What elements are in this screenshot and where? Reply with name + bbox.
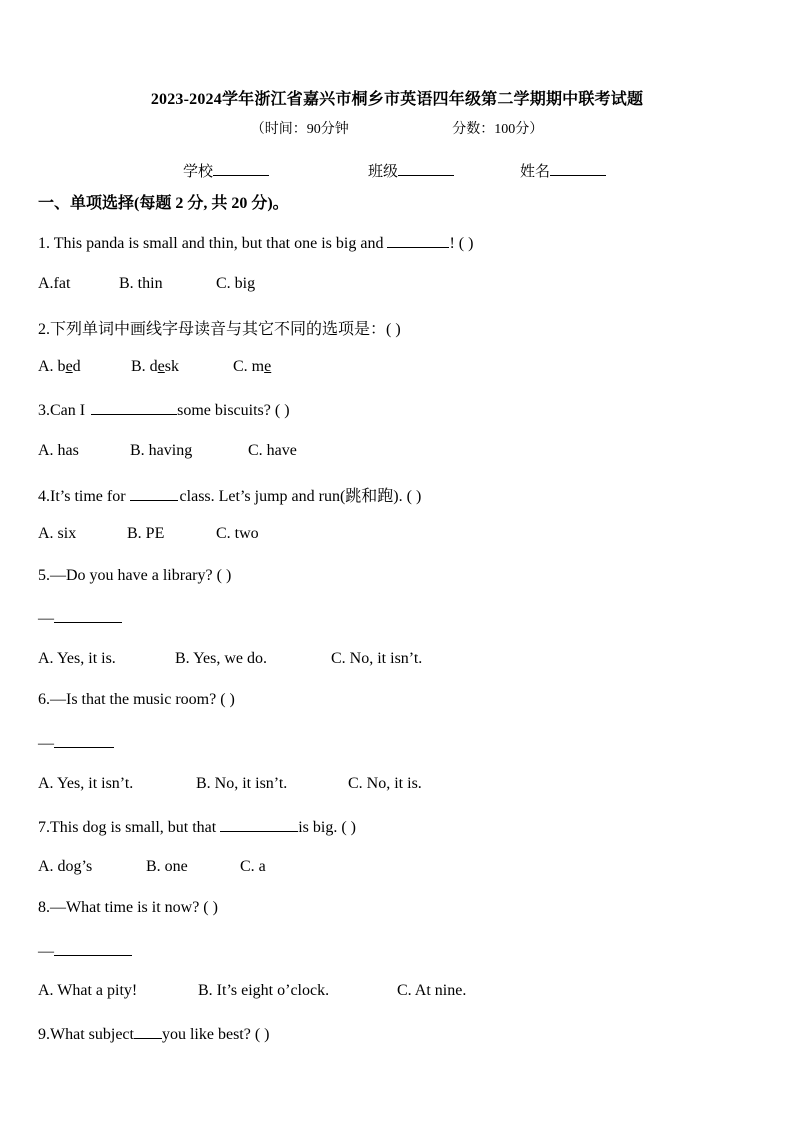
school-label: 学校	[183, 164, 214, 180]
question-8-answer	[38, 941, 132, 961]
question-text: 1. This panda is small and thin, but that one is big and	[38, 235, 384, 252]
answer-blank[interactable]	[387, 233, 449, 248]
option-b[interactable]: B. PE	[127, 525, 165, 542]
question-1	[38, 233, 473, 253]
question-text-after: ! ( )	[449, 235, 474, 252]
name-label: 姓名	[520, 164, 551, 180]
option-c[interactable]	[233, 358, 271, 376]
option-c[interactable]: C. two	[216, 525, 259, 542]
question-8-options	[38, 982, 466, 1000]
option-b[interactable]: B. No, it isn’t.	[196, 775, 288, 792]
option-a[interactable]: A. has	[38, 442, 79, 459]
school-field[interactable]	[183, 160, 269, 181]
exam-meta	[0, 118, 794, 138]
question-5	[38, 567, 231, 585]
question-3-options	[38, 442, 297, 460]
option-a[interactable]: A. six	[38, 525, 77, 542]
option-a[interactable]: A.fat	[38, 275, 71, 292]
question-text: 6.—Is that the music room? ( )	[38, 691, 235, 708]
question-text-after: you like best? ( )	[161, 1026, 270, 1043]
option-prefix: C. m	[233, 358, 265, 375]
option-suffix: sk	[164, 358, 180, 375]
exam-time: （时间：90分钟	[250, 122, 349, 137]
question-6-answer	[38, 733, 114, 753]
answer-blank[interactable]	[130, 486, 178, 501]
student-info-fields	[0, 160, 794, 182]
question-7	[38, 817, 356, 837]
option-a[interactable]: A. dog’s	[38, 858, 93, 875]
school-blank[interactable]	[213, 161, 269, 176]
section-title: 一、单项选择(每题 2 分, 共 20 分)。	[38, 195, 289, 212]
question-6-options	[38, 775, 422, 793]
question-4	[38, 483, 421, 506]
question-text: 2.下列单词中画线字母读音与其它不同的选项是：(	[38, 321, 392, 338]
question-2	[38, 316, 401, 339]
question-text: 8.—What time is it now? ( )	[38, 899, 218, 916]
class-field[interactable]	[368, 160, 454, 181]
question-text: 7.This dog is small, but that	[38, 819, 217, 836]
question-text-after: )	[391, 321, 401, 338]
option-prefix: B. d	[131, 358, 158, 375]
question-text-after: is big. ( )	[298, 819, 356, 836]
answer-dash: —	[38, 610, 54, 627]
answer-dash: —	[38, 735, 54, 752]
question-text: 4.It’s time for	[38, 488, 126, 505]
option-c[interactable]: C. No, it isn’t.	[331, 650, 423, 667]
option-b[interactable]: B. It’s eight o’clock.	[198, 982, 330, 999]
question-text: 5.—Do you have a library? ( )	[38, 567, 232, 584]
class-blank[interactable]	[398, 161, 454, 176]
option-b[interactable]: B. having	[130, 442, 193, 459]
option-c[interactable]: C. At nine.	[397, 982, 467, 999]
option-a[interactable]: A. What a pity!	[38, 982, 138, 999]
question-text-after: class. Let’s jump and run(跳和跑). ( )	[179, 488, 422, 505]
question-2-options	[38, 358, 271, 376]
option-a[interactable]: A. Yes, it is.	[38, 650, 116, 667]
option-prefix: A. b	[38, 358, 66, 375]
option-c[interactable]: C. have	[248, 442, 297, 459]
question-9	[38, 1024, 270, 1044]
question-8	[38, 899, 218, 917]
underlined-letter: e	[264, 358, 272, 375]
option-c[interactable]: C. a	[240, 858, 266, 875]
option-b[interactable]: B. Yes, we do.	[175, 650, 268, 667]
answer-blank[interactable]	[54, 941, 132, 956]
option-b[interactable]: B. one	[146, 858, 188, 875]
name-field[interactable]	[520, 160, 606, 181]
option-a[interactable]	[38, 358, 131, 376]
class-label: 班级	[368, 164, 399, 180]
option-c[interactable]: C. big	[216, 275, 256, 292]
name-blank[interactable]	[550, 161, 606, 176]
option-b[interactable]	[131, 358, 233, 376]
answer-blank[interactable]	[54, 733, 114, 748]
underlined-letter: e	[65, 358, 73, 375]
question-3	[38, 400, 290, 420]
question-text: 3.Can I	[38, 402, 86, 419]
exam-score: 分数：100分）	[452, 122, 544, 137]
question-7-options	[38, 858, 266, 876]
question-5-options	[38, 650, 422, 668]
option-a[interactable]: A. Yes, it isn’t.	[38, 775, 134, 792]
question-text-after: some biscuits? ( )	[177, 402, 290, 419]
answer-blank[interactable]	[220, 817, 298, 832]
question-4-options	[38, 525, 259, 543]
option-suffix: d	[72, 358, 81, 375]
question-text: 9.What subject	[38, 1026, 134, 1043]
answer-dash: —	[38, 943, 54, 960]
underlined-letter: e	[157, 358, 165, 375]
answer-blank[interactable]	[134, 1024, 162, 1039]
question-1-options	[38, 275, 255, 293]
answer-blank[interactable]	[91, 400, 177, 415]
option-b[interactable]: B. thin	[119, 275, 163, 292]
option-c[interactable]: C. No, it is.	[348, 775, 422, 792]
question-5-answer	[38, 608, 122, 628]
answer-blank[interactable]	[54, 608, 122, 623]
question-6	[38, 691, 235, 709]
exam-title: 2023-2024学年浙江省嘉兴市桐乡市英语四年级第二学期期中联考试题	[150, 91, 644, 108]
